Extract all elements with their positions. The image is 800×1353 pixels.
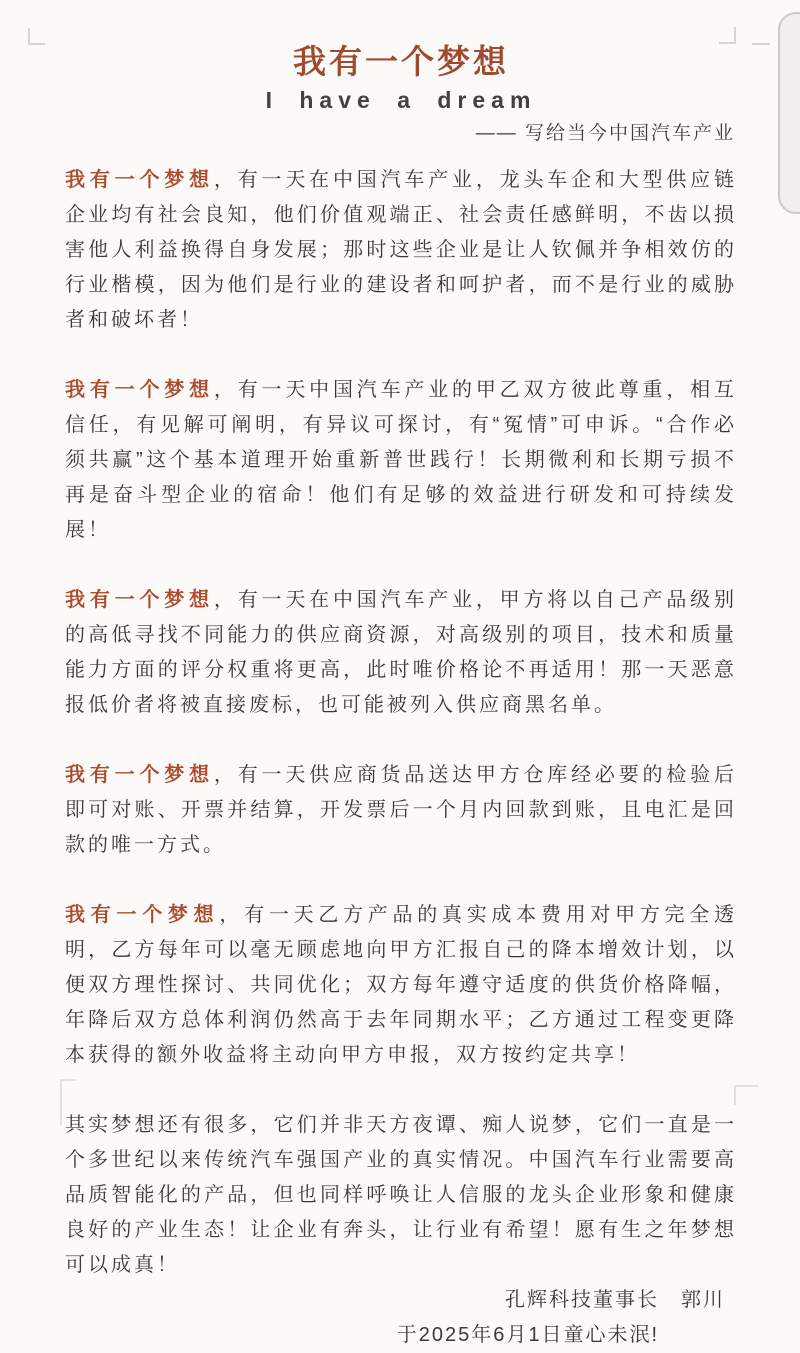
page-edge-artifact	[778, 12, 800, 214]
closing-body: 其实梦想还有很多，它们并非天方夜谭、痴人说梦，它们一直是一个多世纪以来传统汽车强国产业的真实情况。中国汽车行业需要高品质智能化的产品，但也同样呼唤让人信服的龙头企业形象和健康良好的产业生态！让企业有奔头，让行业有希望！愿有生之年梦想可以成真！	[65, 1114, 737, 1276]
dream-lead-3: 我有一个梦想	[65, 589, 214, 611]
dream-lead-1: 我有一个梦想	[65, 169, 214, 191]
closing-paragraph	[65, 1108, 737, 1283]
dream-lead-2: 我有一个梦想	[65, 379, 214, 401]
dream-paragraph-1	[65, 163, 737, 338]
dream-lead-5: 我有一个梦想	[65, 904, 220, 926]
photo-corner-mark-top-left	[28, 28, 45, 45]
dream-paragraph-3	[65, 583, 737, 723]
page-edge-tick	[752, 43, 770, 45]
photo-corner-mark-bottom-right	[734, 1085, 758, 1105]
paragraph-body-2: ，有一天中国汽车产业的甲乙双方彼此尊重，相互信任，有见解可阐明，有异议可探讨，有“冤情”可申诉。“合作必须共赢”这个基本道理开始重新普世践行！长期微利和长期亏损不再是奋斗型企业的宿命！他们有足够的效益进行研发和可持续发展！	[65, 379, 738, 541]
dream-paragraph-4	[65, 758, 737, 863]
page-subtitle-english: I have a dream	[265, 87, 537, 113]
photo-corner-mark-bottom-left	[60, 1079, 76, 1125]
paragraph-body-4: ，有一天供应商货品送达甲方仓库经必要的检验后即可对账、开票并结算，开发票后一个月内回款到账，且电汇是回款的唯一方式。	[65, 764, 738, 856]
signature-date: 于2025年6月1日童心未泯!	[396, 1324, 659, 1346]
paragraph-body-1: ，有一天在中国汽车产业，龙头车企和大型供应链企业均有社会良知，他们价值观端正、社会责任感鲜明，不齿以损害他人利益换得自身发展；那时这些企业是让人钦佩并争相效仿的行业楷模，因为他们是行业的建设者和呵护者，而不是行业的威胁者和破坏者！	[65, 169, 738, 331]
dream-lead-4: 我有一个梦想	[65, 764, 214, 786]
dedication-line: —— 写给当今中国汽车产业	[475, 123, 735, 144]
photo-corner-mark-top-right	[719, 27, 736, 44]
signature-block	[65, 1283, 737, 1353]
page-title: 我有一个梦想	[293, 43, 509, 80]
signature-author: 孔辉科技董事长 郭川	[505, 1289, 725, 1311]
dream-paragraph-5	[65, 898, 737, 1073]
paragraph-body-5: ，有一天乙方产品的真实成本费用对甲方完全透明，乙方每年可以毫无顾虑地向甲方汇报自己的降本增效计划，以便双方理性探讨、共同优化；双方每年遵守适度的供货价格降幅，年降后双方总体利润仍然高于去年同期水平；乙方通过工程变更降本获得的额外收益将主动向甲方申报，双方按约定共享！	[65, 904, 738, 1066]
paragraph-body-3: ，有一天在中国汽车产业，甲方将以自己产品级别的高低寻找不同能力的供应商资源，对高级别的项目，技术和质量能力方面的评分权重将更高，此时唯价格论不再适用！那一天恶意报低价者将被直接废标，也可能被列入供应商黑名单。	[65, 589, 738, 716]
dream-paragraph-2	[65, 373, 737, 548]
